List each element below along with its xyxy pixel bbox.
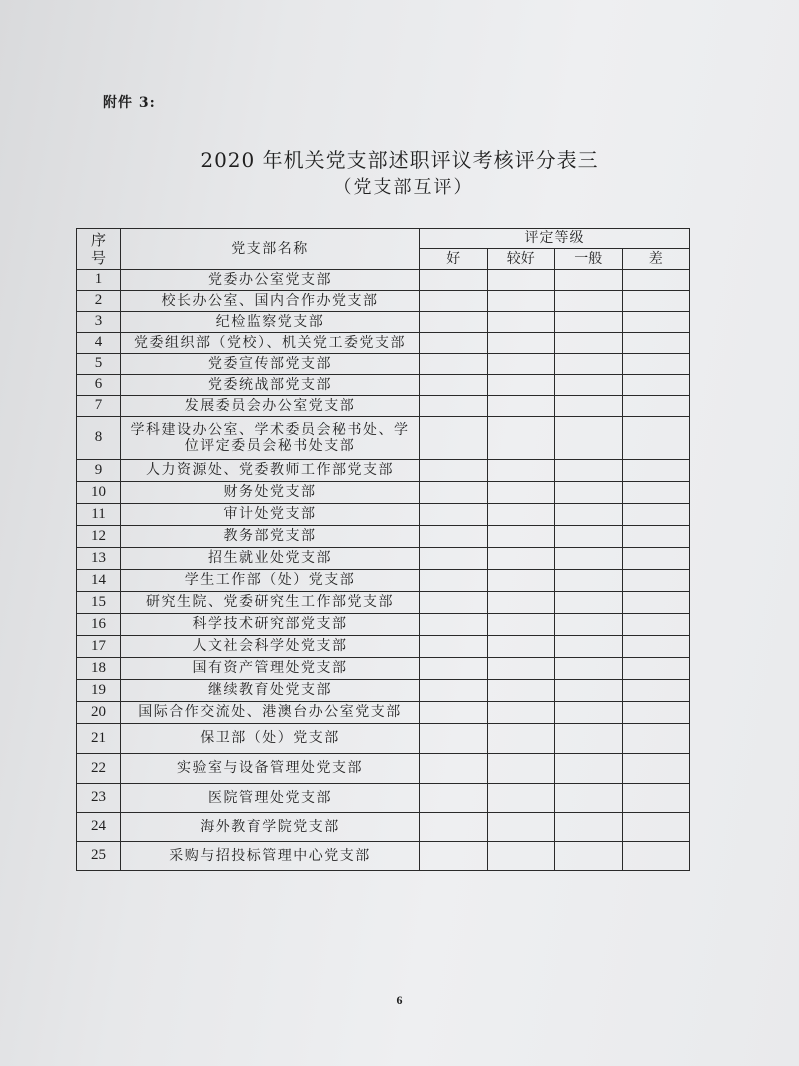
table-row bbox=[77, 396, 690, 417]
table-row bbox=[77, 813, 690, 842]
rating-cell-poor[interactable] bbox=[622, 291, 690, 312]
rating-cell-good[interactable] bbox=[420, 680, 488, 702]
header-branch-name: 党支部名称 bbox=[121, 229, 420, 270]
row-seq: 20 bbox=[77, 702, 121, 724]
rating-cell-fairly-good[interactable] bbox=[487, 636, 555, 658]
rating-cell-good[interactable] bbox=[420, 784, 488, 813]
row-branch-name: 学科建设办公室、学术委员会秘书处、学位评定委员会秘书处支部 bbox=[121, 417, 420, 460]
row-branch-name: 人力资源处、党委教师工作部党支部 bbox=[121, 460, 420, 482]
rating-cell-fairly-good[interactable] bbox=[487, 270, 555, 291]
rating-cell-poor[interactable] bbox=[622, 270, 690, 291]
rating-cell-fairly-good[interactable] bbox=[487, 504, 555, 526]
rating-cell-average[interactable] bbox=[555, 702, 623, 724]
rating-cell-good[interactable] bbox=[420, 270, 488, 291]
rating-cell-poor[interactable] bbox=[622, 333, 690, 354]
rating-cell-good[interactable] bbox=[420, 333, 488, 354]
rating-cell-average[interactable] bbox=[555, 375, 623, 396]
rating-cell-good[interactable] bbox=[420, 614, 488, 636]
rating-cell-fairly-good[interactable] bbox=[487, 291, 555, 312]
table-row bbox=[77, 784, 690, 813]
header-grade-average: 一般 bbox=[555, 249, 623, 270]
row-seq: 17 bbox=[77, 636, 121, 658]
row-branch-name: 科学技术研究部党支部 bbox=[121, 614, 420, 636]
rating-cell-good[interactable] bbox=[420, 754, 488, 784]
row-branch-name: 党委统战部党支部 bbox=[121, 375, 420, 396]
row-seq: 6 bbox=[77, 375, 121, 396]
rating-cell-average[interactable] bbox=[555, 724, 623, 754]
rating-cell-fairly-good[interactable] bbox=[487, 614, 555, 636]
table-row bbox=[77, 482, 690, 504]
row-seq: 12 bbox=[77, 526, 121, 548]
rating-cell-fairly-good[interactable] bbox=[487, 312, 555, 333]
rating-cell-poor[interactable] bbox=[622, 417, 690, 460]
rating-cell-good[interactable] bbox=[420, 842, 488, 871]
rating-cell-poor[interactable] bbox=[622, 614, 690, 636]
rating-cell-average[interactable] bbox=[555, 636, 623, 658]
rating-cell-good[interactable] bbox=[420, 291, 488, 312]
table-row bbox=[77, 417, 690, 460]
row-seq: 18 bbox=[77, 658, 121, 680]
header-rating-group: 评定等级 bbox=[420, 229, 690, 249]
rating-cell-fairly-good[interactable] bbox=[487, 702, 555, 724]
row-branch-name: 纪检监察党支部 bbox=[121, 312, 420, 333]
rating-cell-fairly-good[interactable] bbox=[487, 526, 555, 548]
rating-cell-poor[interactable] bbox=[622, 375, 690, 396]
rating-cell-average[interactable] bbox=[555, 592, 623, 614]
row-seq: 4 bbox=[77, 333, 121, 354]
rating-cell-poor[interactable] bbox=[622, 570, 690, 592]
rating-cell-poor[interactable] bbox=[622, 784, 690, 813]
rating-cell-good[interactable] bbox=[420, 417, 488, 460]
row-branch-name: 保卫部（处）党支部 bbox=[121, 724, 420, 754]
row-seq: 24 bbox=[77, 813, 121, 842]
table-row bbox=[77, 592, 690, 614]
row-seq: 5 bbox=[77, 354, 121, 375]
rating-cell-poor[interactable] bbox=[622, 658, 690, 680]
rating-cell-good[interactable] bbox=[420, 813, 488, 842]
table-row bbox=[77, 570, 690, 592]
row-branch-name: 研究生院、党委研究生工作部党支部 bbox=[121, 592, 420, 614]
row-seq: 22 bbox=[77, 754, 121, 784]
table-row bbox=[77, 312, 690, 333]
row-branch-name: 党委组织部（党校）、机关党工委党支部 bbox=[121, 333, 420, 354]
row-branch-name: 海外教育学院党支部 bbox=[121, 813, 420, 842]
rating-cell-good[interactable] bbox=[420, 570, 488, 592]
table-row bbox=[77, 354, 690, 375]
page-number: 6 bbox=[396, 993, 403, 1007]
row-seq: 25 bbox=[77, 842, 121, 871]
rating-cell-average[interactable] bbox=[555, 658, 623, 680]
rating-cell-fairly-good[interactable] bbox=[487, 592, 555, 614]
rating-cell-good[interactable] bbox=[420, 312, 488, 333]
rating-cell-average[interactable] bbox=[555, 460, 623, 482]
row-seq: 15 bbox=[77, 592, 121, 614]
row-branch-name: 教务部党支部 bbox=[121, 526, 420, 548]
row-seq: 9 bbox=[77, 460, 121, 482]
rating-cell-fairly-good[interactable] bbox=[487, 548, 555, 570]
table-row bbox=[77, 842, 690, 871]
document-title: 2020 年机关党支部述职评议考核评分表三 bbox=[200, 148, 599, 172]
row-branch-name: 党委宣传部党支部 bbox=[121, 354, 420, 375]
rating-cell-average[interactable] bbox=[555, 614, 623, 636]
rating-cell-average[interactable] bbox=[555, 504, 623, 526]
table-row bbox=[77, 270, 690, 291]
table-row bbox=[77, 504, 690, 526]
row-branch-name: 党委办公室党支部 bbox=[121, 270, 420, 291]
rating-cell-average[interactable] bbox=[555, 482, 623, 504]
table-row bbox=[77, 658, 690, 680]
rating-cell-average[interactable] bbox=[555, 333, 623, 354]
rating-cell-average[interactable] bbox=[555, 754, 623, 784]
rating-cell-good[interactable] bbox=[420, 592, 488, 614]
header-seq: 序号 bbox=[77, 229, 121, 270]
row-branch-name: 实验室与设备管理处党支部 bbox=[121, 754, 420, 784]
rating-cell-average[interactable] bbox=[555, 417, 623, 460]
row-seq: 19 bbox=[77, 680, 121, 702]
row-seq: 3 bbox=[77, 312, 121, 333]
rating-cell-average[interactable] bbox=[555, 548, 623, 570]
table-row bbox=[77, 636, 690, 658]
row-branch-name: 招生就业处党支部 bbox=[121, 548, 420, 570]
rating-cell-average[interactable] bbox=[555, 784, 623, 813]
table-row bbox=[77, 460, 690, 482]
rating-cell-poor[interactable] bbox=[622, 702, 690, 724]
rating-cell-average[interactable] bbox=[555, 291, 623, 312]
rating-cell-good[interactable] bbox=[420, 658, 488, 680]
rating-cell-fairly-good[interactable] bbox=[487, 680, 555, 702]
rating-cell-poor[interactable] bbox=[622, 680, 690, 702]
row-branch-name: 人文社会科学处党支部 bbox=[121, 636, 420, 658]
row-seq: 8 bbox=[77, 417, 121, 460]
row-branch-name: 学生工作部（处）党支部 bbox=[121, 570, 420, 592]
rating-cell-good[interactable] bbox=[420, 548, 488, 570]
rating-cell-average[interactable] bbox=[555, 354, 623, 375]
table-row bbox=[77, 754, 690, 784]
rating-cell-fairly-good[interactable] bbox=[487, 724, 555, 754]
rating-cell-fairly-good[interactable] bbox=[487, 754, 555, 784]
row-seq: 23 bbox=[77, 784, 121, 813]
rating-cell-fairly-good[interactable] bbox=[487, 482, 555, 504]
rating-cell-poor[interactable] bbox=[622, 724, 690, 754]
rating-cell-fairly-good[interactable] bbox=[487, 375, 555, 396]
rating-cell-average[interactable] bbox=[555, 312, 623, 333]
rating-cell-poor[interactable] bbox=[622, 526, 690, 548]
rating-cell-poor[interactable] bbox=[622, 813, 690, 842]
rating-cell-fairly-good[interactable] bbox=[487, 417, 555, 460]
rating-cell-poor[interactable] bbox=[622, 548, 690, 570]
rating-cell-poor[interactable] bbox=[622, 482, 690, 504]
table-row bbox=[77, 548, 690, 570]
rating-cell-average[interactable] bbox=[555, 570, 623, 592]
row-branch-name: 继续教育处党支部 bbox=[121, 680, 420, 702]
table-row bbox=[77, 291, 690, 312]
rating-cell-good[interactable] bbox=[420, 460, 488, 482]
row-branch-name: 发展委员会办公室党支部 bbox=[121, 396, 420, 417]
rating-cell-poor[interactable] bbox=[622, 754, 690, 784]
rating-cell-good[interactable] bbox=[420, 504, 488, 526]
row-seq: 7 bbox=[77, 396, 121, 417]
table-row bbox=[77, 724, 690, 754]
rating-cell-good[interactable] bbox=[420, 354, 488, 375]
rating-cell-fairly-good[interactable] bbox=[487, 354, 555, 375]
row-seq: 14 bbox=[77, 570, 121, 592]
rating-cell-fairly-good[interactable] bbox=[487, 570, 555, 592]
table-body bbox=[77, 270, 690, 871]
table-row bbox=[77, 375, 690, 396]
rating-cell-good[interactable] bbox=[420, 396, 488, 417]
header-grade-good: 好 bbox=[420, 249, 488, 270]
rating-cell-poor[interactable] bbox=[622, 354, 690, 375]
rating-cell-good[interactable] bbox=[420, 702, 488, 724]
row-seq: 2 bbox=[77, 291, 121, 312]
rating-cell-poor[interactable] bbox=[622, 636, 690, 658]
rating-cell-average[interactable] bbox=[555, 842, 623, 871]
rating-cell-average[interactable] bbox=[555, 270, 623, 291]
rating-cell-average[interactable] bbox=[555, 396, 623, 417]
row-seq: 13 bbox=[77, 548, 121, 570]
scoring-table bbox=[76, 228, 690, 871]
row-branch-name: 采购与招投标管理中心党支部 bbox=[121, 842, 420, 871]
rating-cell-good[interactable] bbox=[420, 636, 488, 658]
rating-cell-fairly-good[interactable] bbox=[487, 813, 555, 842]
row-seq: 21 bbox=[77, 724, 121, 754]
rating-cell-average[interactable] bbox=[555, 813, 623, 842]
table-row bbox=[77, 680, 690, 702]
rating-cell-good[interactable] bbox=[420, 526, 488, 548]
rating-cell-fairly-good[interactable] bbox=[487, 658, 555, 680]
rating-cell-fairly-good[interactable] bbox=[487, 396, 555, 417]
row-seq: 16 bbox=[77, 614, 121, 636]
rating-cell-poor[interactable] bbox=[622, 592, 690, 614]
rating-cell-poor[interactable] bbox=[622, 842, 690, 871]
document-subtitle: （党支部互评） bbox=[333, 177, 474, 198]
row-branch-name: 财务处党支部 bbox=[121, 482, 420, 504]
rating-cell-poor[interactable] bbox=[622, 504, 690, 526]
row-branch-name: 国际合作交流处、港澳台办公室党支部 bbox=[121, 702, 420, 724]
row-branch-name: 国有资产管理处党支部 bbox=[121, 658, 420, 680]
row-branch-name: 医院管理处党支部 bbox=[121, 784, 420, 813]
header-grade-poor: 差 bbox=[622, 249, 690, 270]
attachment-label: 附件 3: bbox=[103, 95, 156, 111]
rating-cell-poor[interactable] bbox=[622, 460, 690, 482]
rating-cell-poor[interactable] bbox=[622, 312, 690, 333]
table-row bbox=[77, 702, 690, 724]
rating-cell-average[interactable] bbox=[555, 680, 623, 702]
row-seq: 10 bbox=[77, 482, 121, 504]
rating-cell-good[interactable] bbox=[420, 375, 488, 396]
row-seq: 1 bbox=[77, 270, 121, 291]
table-row bbox=[77, 526, 690, 548]
table-row bbox=[77, 333, 690, 354]
rating-cell-average[interactable] bbox=[555, 526, 623, 548]
rating-cell-fairly-good[interactable] bbox=[487, 333, 555, 354]
rating-cell-fairly-good[interactable] bbox=[487, 784, 555, 813]
rating-cell-fairly-good[interactable] bbox=[487, 842, 555, 871]
header-grade-fairly-good: 较好 bbox=[487, 249, 555, 270]
row-seq: 11 bbox=[77, 504, 121, 526]
rating-cell-poor[interactable] bbox=[622, 396, 690, 417]
rating-cell-good[interactable] bbox=[420, 724, 488, 754]
table-row bbox=[77, 614, 690, 636]
row-branch-name: 审计处党支部 bbox=[121, 504, 420, 526]
rating-cell-good[interactable] bbox=[420, 482, 488, 504]
row-branch-name: 校长办公室、国内合作办党支部 bbox=[121, 291, 420, 312]
rating-cell-fairly-good[interactable] bbox=[487, 460, 555, 482]
